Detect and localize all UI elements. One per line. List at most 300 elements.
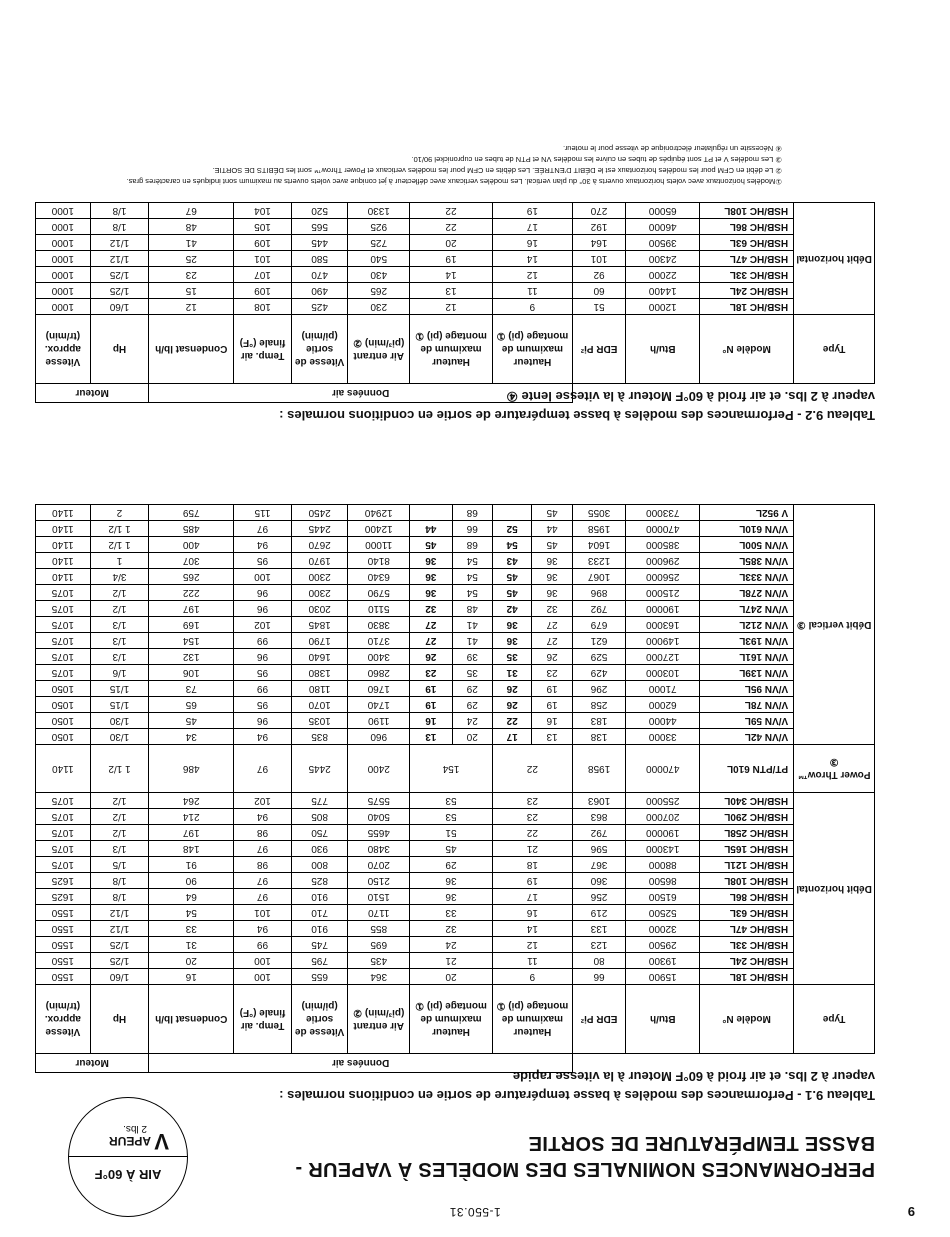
value-cell: 68 [452, 505, 492, 521]
value-cell: 1/25 [90, 953, 149, 969]
value-cell: 385000 [626, 537, 700, 553]
value-cell: 41 [149, 235, 234, 251]
value-cell: 800 [291, 857, 348, 873]
value-cell: 1/2 [90, 585, 149, 601]
value-cell: 1/2 [90, 601, 149, 617]
model-cell: HSB/HC 86L [700, 219, 794, 235]
value-cell: 35 [492, 649, 531, 665]
value-cell: 2445 [291, 521, 348, 537]
value-cell: 215000 [626, 585, 700, 601]
value-cell: 71000 [626, 681, 700, 697]
value-cell: 86500 [626, 873, 700, 889]
value-cell: 222 [149, 585, 234, 601]
value-cell: 106 [149, 665, 234, 681]
value-cell: 18 [492, 857, 572, 873]
col-btu: Btu/h [626, 985, 700, 1054]
value-cell: 12 [410, 299, 493, 315]
value-cell: 183 [572, 713, 626, 729]
value-cell: 1075 [36, 809, 91, 825]
value-cell: 97 [234, 841, 292, 857]
value-cell: 163000 [626, 617, 700, 633]
value-cell: 23 [532, 665, 572, 681]
value-cell: 94 [234, 537, 292, 553]
value-cell: 11000 [348, 537, 410, 553]
model-cell: V/VN 95L [700, 681, 794, 697]
value-cell: 61500 [626, 889, 700, 905]
value-cell: 103000 [626, 665, 700, 681]
value-cell: 470000 [626, 745, 700, 793]
value-cell: 25 [149, 251, 234, 267]
value-cell: 197 [149, 825, 234, 841]
value-cell: 41 [452, 633, 492, 649]
col-rpm: Vitesse approx. (tr/min) [36, 985, 91, 1054]
table-group-header [36, 384, 875, 403]
value-cell: 21 [492, 841, 572, 857]
col-max-height-2: Hauteur maximum de montage (pi) ① [410, 985, 493, 1054]
value-cell: 36 [532, 569, 572, 585]
model-cell: HSB/HC 24L [700, 953, 794, 969]
value-cell: 9 [492, 299, 572, 315]
value-cell: 22 [492, 825, 572, 841]
value-cell: 265 [149, 569, 234, 585]
value-cell: 565 [291, 219, 348, 235]
value-cell: 270 [572, 203, 626, 219]
value-cell: 51 [572, 299, 626, 315]
table-row [36, 203, 875, 219]
col-type: Type [794, 315, 875, 384]
value-cell: 65 [149, 697, 234, 713]
value-cell: 27 [410, 617, 452, 633]
value-cell: 45 [532, 505, 572, 521]
value-cell: 99 [234, 633, 292, 649]
value-cell: 1625 [36, 889, 91, 905]
value-cell: 425 [291, 299, 348, 315]
value-cell: 154 [149, 633, 234, 649]
value-cell: 1/8 [90, 873, 149, 889]
model-cell: HSB/HC 18L [700, 969, 794, 985]
value-cell: 1000 [36, 267, 91, 283]
value-cell: 520 [291, 203, 348, 219]
value-cell: 96 [234, 649, 292, 665]
table-row [36, 505, 875, 521]
value-cell: 12000 [626, 299, 700, 315]
table-row [36, 617, 875, 633]
value-cell: 5790 [348, 585, 410, 601]
table-row [36, 697, 875, 713]
value-cell: 26 [532, 649, 572, 665]
value-cell: 101 [572, 251, 626, 267]
value-cell: 470000 [626, 521, 700, 537]
value-cell: 1/12 [90, 921, 149, 937]
value-cell: 14 [410, 267, 493, 283]
footnote-2: ② Le débit en CFM pour les modèles horizontaux est le DÉBIT D'ENTRÉE. Les débits en CFM pour les modèles verticaux et Power Throw™ sont les DÉBITS DE SORTIE. [212, 166, 782, 175]
value-cell: 835 [291, 729, 348, 745]
value-cell: 1/25 [90, 937, 149, 953]
value-cell: 1075 [36, 585, 91, 601]
value-cell: 1 1/2 [90, 745, 149, 793]
value-cell: 26 [410, 649, 452, 665]
value-cell: 1625 [36, 873, 91, 889]
value-cell: 1075 [36, 825, 91, 841]
value-cell: 1330 [348, 203, 410, 219]
value-cell: 17 [492, 729, 531, 745]
group-horizontal-flow: Débit horizontal [794, 203, 875, 315]
value-cell: 2150 [348, 873, 410, 889]
value-cell: 95 [234, 697, 292, 713]
table-row [36, 969, 875, 985]
model-cell: HSB/HC 47L [700, 921, 794, 937]
model-cell: V 952L [700, 505, 794, 521]
value-cell: 733000 [626, 505, 700, 521]
value-cell: 11 [492, 283, 572, 299]
value-cell: 27 [532, 617, 572, 633]
value-cell: 53 [410, 809, 493, 825]
value-cell: 16 [149, 969, 234, 985]
value-cell: 307 [149, 553, 234, 569]
value-cell: 1170 [348, 905, 410, 921]
value-cell: 53 [410, 793, 493, 809]
model-cell: V/VN 59L [700, 713, 794, 729]
value-cell: 19 [410, 697, 452, 713]
value-cell: 97 [234, 873, 292, 889]
value-cell: 1050 [36, 681, 91, 697]
table-9-2-title-line1: Tableau 9.2 - Performances des modèles à basse température de sortie en conditions normales : [279, 408, 875, 423]
value-cell: 41 [452, 617, 492, 633]
value-cell: 143000 [626, 841, 700, 857]
value-cell: 100 [234, 969, 292, 985]
col-edr: EDR Pi² [572, 315, 626, 384]
value-cell: 207000 [626, 809, 700, 825]
value-cell: 22 [410, 203, 493, 219]
value-cell: 26 [492, 697, 531, 713]
footnote-1: ①Modèles horizontaux avec volets horizontaux ouverts à 30° du plan vertical. Les modèles verticaux avec déflecteur à jet conique avec volets ouverts au maximum sont indiqués en caractères gras. [126, 177, 782, 186]
table-row [36, 729, 875, 745]
model-cell: V/VN 212L [700, 617, 794, 633]
value-cell: 1063 [572, 793, 626, 809]
value-cell: 2450 [291, 505, 348, 521]
value-cell: 19 [410, 251, 493, 267]
table-row [36, 681, 875, 697]
value-cell: 219 [572, 905, 626, 921]
value-cell: 138 [572, 729, 626, 745]
col-max-height-1: Hauteur maximum de montage (pi) ① [492, 985, 572, 1054]
value-cell: 1140 [36, 521, 91, 537]
value-cell: 1/12 [90, 905, 149, 921]
value-cell: 1075 [36, 601, 91, 617]
value-cell: 24 [452, 713, 492, 729]
value-cell: 22 [492, 745, 572, 793]
value-cell: 2300 [291, 569, 348, 585]
value-cell: 1550 [36, 937, 91, 953]
value-cell: 51 [410, 825, 493, 841]
value-cell: 4655 [348, 825, 410, 841]
value-cell: 5040 [348, 809, 410, 825]
value-cell: 16 [492, 235, 572, 251]
value-cell: 22000 [626, 267, 700, 283]
col-max-height-2: Hauteur maximum de montage (pi) ① [410, 315, 493, 384]
value-cell: 792 [572, 601, 626, 617]
value-cell: 66 [452, 521, 492, 537]
value-cell: 98 [234, 857, 292, 873]
value-cell: 98 [234, 825, 292, 841]
value-cell: 1970 [291, 553, 348, 569]
value-cell: 6340 [348, 569, 410, 585]
value-cell: 36 [410, 873, 493, 889]
value-cell: 68 [452, 537, 492, 553]
value-cell: 580 [291, 251, 348, 267]
value-cell: 21 [410, 953, 493, 969]
page-title-line2: BASSE TEMPÉRATURE DE SORTIE [528, 1132, 875, 1154]
value-cell: 32 [410, 601, 452, 617]
value-cell: 1/8 [90, 889, 149, 905]
value-cell: 540 [348, 251, 410, 267]
value-cell: 17 [492, 889, 572, 905]
model-cell: HSB/HC 108L [700, 873, 794, 889]
table-row [36, 585, 875, 601]
value-cell: 19 [532, 681, 572, 697]
value-cell: 750 [291, 825, 348, 841]
value-cell: 169 [149, 617, 234, 633]
value-cell: 23 [149, 267, 234, 283]
value-cell: 1180 [291, 681, 348, 697]
value-cell: 364 [348, 969, 410, 985]
value-cell: 1000 [36, 203, 91, 219]
value-cell: 20 [452, 729, 492, 745]
value-cell: 910 [291, 889, 348, 905]
table-row [36, 219, 875, 235]
value-cell: 621 [572, 633, 626, 649]
model-cell: HSB/HC 108L [700, 203, 794, 219]
value-cell: 132 [149, 649, 234, 665]
table-row [36, 283, 875, 299]
model-cell: HSB/HC 33L [700, 937, 794, 953]
value-cell: 60 [572, 283, 626, 299]
footnotes [62, 143, 782, 187]
value-cell: 695 [348, 937, 410, 953]
value-cell: 34 [149, 729, 234, 745]
table-row [36, 921, 875, 937]
footnote-4: ④ Nécessite un régulateur électronique de vitesse pour le moteur. [563, 144, 782, 153]
table-row [36, 235, 875, 251]
col-condensate: Condensat lb/h [149, 315, 234, 384]
model-cell: V/VN 42L [700, 729, 794, 745]
model-cell: HSB/HC 18L [700, 299, 794, 315]
value-cell: 101 [234, 905, 292, 921]
value-cell: 2400 [348, 745, 410, 793]
value-cell: 1000 [36, 299, 91, 315]
page-title [115, 1130, 875, 1182]
value-cell: 1/15 [90, 697, 149, 713]
value-cell: 1/2 [90, 793, 149, 809]
value-cell: 26 [492, 681, 531, 697]
value-cell: 11 [492, 953, 572, 969]
table-row [36, 793, 875, 809]
value-cell: 14 [492, 921, 572, 937]
value-cell: 430 [348, 267, 410, 283]
document-code: 1-550.31 [449, 1205, 501, 1219]
value-cell: 960 [348, 729, 410, 745]
value-cell: 1/8 [90, 219, 149, 235]
value-cell: 35 [452, 665, 492, 681]
value-cell: 29500 [626, 937, 700, 953]
value-cell: 94 [234, 809, 292, 825]
value-cell: 1140 [36, 537, 91, 553]
table-row [36, 889, 875, 905]
value-cell: 123 [572, 937, 626, 953]
table-row [36, 601, 875, 617]
page-title-line1: PERFORMANCES NOMINALES DES MODÈLES À VAPEUR - [295, 1158, 875, 1180]
value-cell: 62000 [626, 697, 700, 713]
value-cell: 45 [410, 537, 452, 553]
value-cell: 73 [149, 681, 234, 697]
value-cell: 164 [572, 235, 626, 251]
value-cell: 36 [410, 553, 452, 569]
badge-divider [69, 1156, 187, 1157]
value-cell: 3/4 [90, 569, 149, 585]
value-cell: 27 [532, 633, 572, 649]
value-cell: 29 [452, 681, 492, 697]
value-cell: 1958 [572, 521, 626, 537]
model-cell: HSB/HC 340L [700, 793, 794, 809]
value-cell: 36 [410, 889, 493, 905]
col-rpm: Vitesse approx. (tr/min) [36, 315, 91, 384]
value-cell: 96 [234, 713, 292, 729]
value-cell: 19 [410, 681, 452, 697]
value-cell: 13 [532, 729, 572, 745]
value-cell: 1380 [291, 665, 348, 681]
steam-air-badge [68, 1097, 188, 1217]
value-cell: 94 [234, 729, 292, 745]
value-cell: 1/2 [90, 809, 149, 825]
value-cell: 33 [410, 905, 493, 921]
value-cell: 3710 [348, 633, 410, 649]
value-cell: 95 [234, 553, 292, 569]
value-cell: 296 [572, 681, 626, 697]
blank [572, 1054, 874, 1073]
value-cell: 105 [234, 219, 292, 235]
model-cell: HSB/HC 33L [700, 267, 794, 283]
blank [572, 384, 874, 403]
value-cell: 1604 [572, 537, 626, 553]
model-cell: V/VN 333L [700, 569, 794, 585]
value-cell: 256 [572, 889, 626, 905]
value-cell: 2445 [291, 745, 348, 793]
table-row [36, 809, 875, 825]
value-cell: 795 [291, 953, 348, 969]
value-cell: 36 [532, 553, 572, 569]
value-cell: 108 [234, 299, 292, 315]
value-cell: 1075 [36, 633, 91, 649]
value-cell: 91 [149, 857, 234, 873]
value-cell: 97 [234, 745, 292, 793]
col-air-in: Air entrant (pi³/min) ② [348, 315, 410, 384]
value-cell: 44 [532, 521, 572, 537]
table-row [36, 905, 875, 921]
value-cell: 99 [234, 681, 292, 697]
value-cell: 265 [348, 283, 410, 299]
value-cell: 1000 [36, 283, 91, 299]
value-cell: 1 1/2 [90, 521, 149, 537]
value-cell: 48 [149, 219, 234, 235]
value-cell: 39 [452, 649, 492, 665]
value-cell: 22 [492, 713, 531, 729]
value-cell: 115 [234, 505, 292, 521]
value-cell: 710 [291, 905, 348, 921]
model-cell: HSB/HC 47L [700, 251, 794, 267]
value-cell: 23 [492, 809, 572, 825]
value-cell: 485 [149, 521, 234, 537]
value-cell: 127000 [626, 649, 700, 665]
value-cell: 154 [410, 745, 493, 793]
value-cell: 46000 [626, 219, 700, 235]
value-cell: 45 [532, 537, 572, 553]
model-cell: HSB/HC 258L [700, 825, 794, 841]
value-cell: 1/30 [90, 713, 149, 729]
model-cell: HSB/HC 86L [700, 889, 794, 905]
value-cell: 1/3 [90, 633, 149, 649]
model-cell: V/VN 385L [700, 553, 794, 569]
value-cell: 48 [452, 601, 492, 617]
table-row [36, 857, 875, 873]
value-cell: 94 [234, 921, 292, 937]
value-cell: 360 [572, 873, 626, 889]
value-cell: 54 [492, 537, 531, 553]
value-cell: 31 [492, 665, 531, 681]
value-cell: 19 [492, 873, 572, 889]
value-cell: 1140 [36, 505, 91, 521]
value-cell: 435 [348, 953, 410, 969]
value-cell: 109 [234, 283, 292, 299]
value-cell: 759 [149, 505, 234, 521]
value-cell: 1067 [572, 569, 626, 585]
value-cell: 1/12 [90, 251, 149, 267]
col-hp: Hp [90, 315, 149, 384]
model-cell: V/VN 78L [700, 697, 794, 713]
value-cell: 66 [572, 969, 626, 985]
value-cell: 19 [492, 203, 572, 219]
value-cell: 36 [410, 585, 452, 601]
value-cell: 1/60 [90, 299, 149, 315]
table-row [36, 251, 875, 267]
value-cell: 596 [572, 841, 626, 857]
value-cell: 16 [492, 905, 572, 921]
value-cell: 19 [532, 697, 572, 713]
value-cell: 20 [410, 969, 493, 985]
badge-letter-v: V [154, 1129, 169, 1154]
value-cell: 367 [572, 857, 626, 873]
col-air-in: Air entrant (pi³/min) ② [348, 985, 410, 1054]
model-cell: V/VN 193L [700, 633, 794, 649]
value-cell: 149000 [626, 633, 700, 649]
group-air-data: Données air [149, 384, 572, 403]
value-cell: 197 [149, 601, 234, 617]
model-cell: V/VN 500L [700, 537, 794, 553]
value-cell: 16 [532, 713, 572, 729]
value-cell: 27 [410, 633, 452, 649]
value-cell: 12400 [348, 521, 410, 537]
value-cell: 43 [492, 553, 531, 569]
value-cell: 745 [291, 937, 348, 953]
value-cell: 15 [149, 283, 234, 299]
value-cell: 32 [410, 921, 493, 937]
value-cell: 102 [234, 617, 292, 633]
value-cell: 29 [452, 697, 492, 713]
value-cell: 190000 [626, 601, 700, 617]
value-cell: 36 [492, 633, 531, 649]
table-row [36, 633, 875, 649]
table-row [36, 825, 875, 841]
group-air-data: Données air [149, 1054, 572, 1073]
